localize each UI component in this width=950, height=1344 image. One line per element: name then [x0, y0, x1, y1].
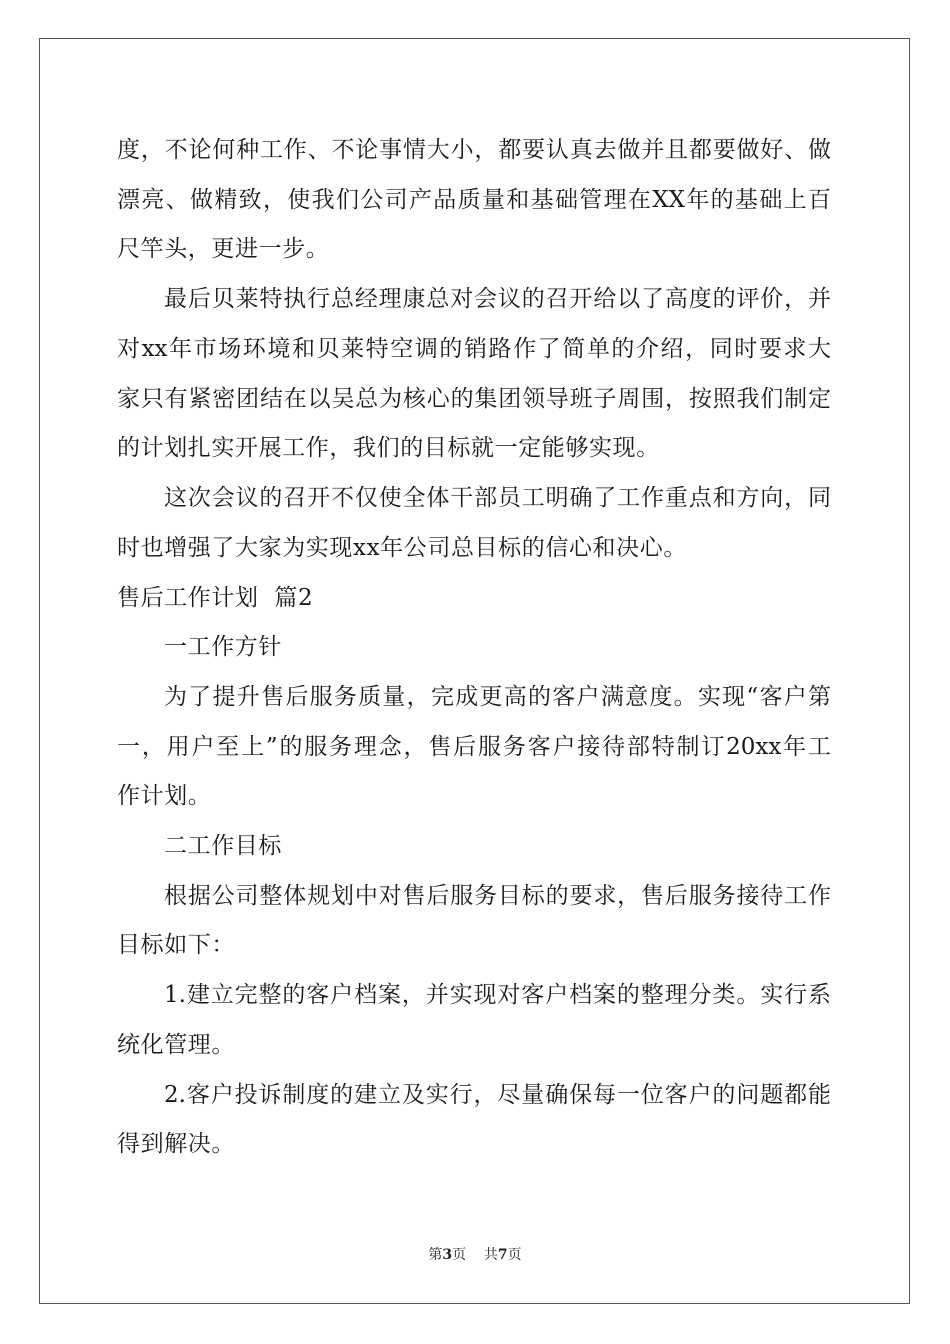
page-border	[39, 38, 910, 1304]
text-line: 1.建立完整的客户档案，并实现对客户档案的整理分类。实行系	[164, 982, 831, 1008]
text-line: 作计划。	[117, 783, 212, 809]
page-mid: 页 共	[452, 1247, 498, 1263]
text-line: 最后贝莱特执行总经理康总对会议的召开给以了高度的评价，并	[164, 286, 831, 312]
text-line: 时也增强了大家为实现xx年公司总目标的信心和决心。	[117, 535, 687, 561]
subheading: 一工作方针	[164, 634, 282, 660]
text-line: 一，用户至上”的服务理念，售后服务客户接待部特制订20xx年工	[117, 734, 831, 760]
text-line: 的计划扎实开展工作，我们的目标就一定能够实现。	[117, 435, 660, 461]
page-prefix: 第	[428, 1247, 443, 1263]
text-line: 得到解决。	[117, 1131, 235, 1157]
text-line: 目标如下：	[117, 932, 235, 958]
text-line: 统化管理。	[117, 1032, 235, 1058]
text-line: 根据公司整体规划中对售后服务目标的要求，售后服务接待工作	[164, 883, 831, 909]
section-heading: 售后工作计划 篇2	[117, 585, 314, 611]
text-line: 2.客户投诉制度的建立及实行，尽量确保每一位客户的问题都能	[164, 1082, 831, 1108]
current-page-number: 3	[442, 1247, 453, 1263]
subheading: 二工作目标	[164, 833, 282, 859]
text-line: 为了提升售后服务质量，完成更高的客户满意度。实现“客户第	[164, 684, 831, 710]
page-suffix: 页	[507, 1247, 522, 1263]
total-pages-number: 7	[497, 1247, 508, 1263]
text-line: 漂亮、做精致，使我们公司产品质量和基础管理在XX年的基础上百	[117, 187, 831, 213]
text-line: 对xx年市场环境和贝莱特空调的销路作了简单的介绍，同时要求大	[117, 336, 831, 362]
text-line: 家只有紧密团结在以吴总为核心的集团领导班子周围，按照我们制定	[117, 386, 831, 412]
text-line: 尺竿头，更进一步。	[117, 236, 330, 262]
text-line: 度，不论何种工作、不论事情大小，都要认真去做并且都要做好、做	[117, 137, 831, 163]
text-line: 这次会议的召开不仅使全体干部员工明确了工作重点和方向，同	[164, 485, 831, 511]
page-footer	[0, 1246, 950, 1264]
